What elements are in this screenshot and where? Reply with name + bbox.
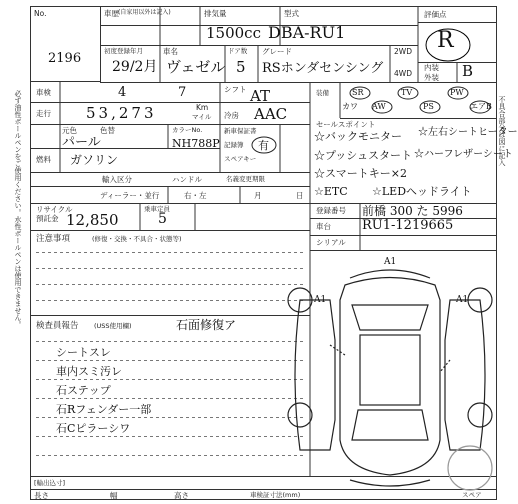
displacement-label: 排気量 bbox=[204, 9, 227, 18]
aircon-value: AAC bbox=[254, 105, 288, 123]
inspection-year: 4 bbox=[118, 85, 127, 100]
dealer-label: ディーラー・並行 bbox=[100, 191, 160, 200]
interior-label: 内装 bbox=[424, 63, 439, 72]
inspector-line-2: シートスレ bbox=[56, 346, 111, 359]
shift-label: シフト bbox=[224, 85, 247, 94]
mileage-mile: マイル bbox=[192, 113, 212, 121]
import-label: 輸入区分 bbox=[102, 175, 132, 184]
grade-value: RSホンダセンシング bbox=[262, 61, 384, 76]
aircon-label: 冷房 bbox=[224, 111, 239, 120]
notes-label: 注意事項 bbox=[36, 234, 71, 244]
model-code-label: 型式 bbox=[284, 9, 299, 18]
color-value: パール bbox=[62, 135, 101, 150]
sales-3: ☆プッシュスタート bbox=[314, 149, 413, 162]
shift-value: AT bbox=[250, 87, 271, 105]
record-yes: 有 bbox=[258, 139, 269, 152]
interior-value: B bbox=[462, 62, 474, 80]
inspector-label: 検査員報告 bbox=[36, 321, 79, 331]
doors-value: 5 bbox=[236, 58, 246, 76]
chassis-value: RU1-1219665 bbox=[362, 218, 454, 233]
new-guarantee-label: 新車保証書 bbox=[224, 127, 257, 135]
history-note: (自家用以外は記入) bbox=[118, 9, 171, 16]
width-label: 幅 bbox=[110, 491, 118, 500]
deposit-label: 預託金 bbox=[36, 214, 59, 223]
first-reg-label: 初度登録年月 bbox=[104, 47, 143, 55]
equip-sr: SR bbox=[352, 88, 364, 97]
sales-5: ☆スマートキー×2 bbox=[314, 167, 407, 180]
mileage-label: 走行 bbox=[36, 109, 51, 118]
day-end: 日 bbox=[296, 191, 304, 200]
inspection-label: 車検 bbox=[36, 88, 51, 97]
exterior-label: 外装 bbox=[424, 73, 439, 82]
grade-label: グレード bbox=[262, 47, 292, 56]
color-code-value: NH788P bbox=[172, 137, 220, 150]
diagram-a1-front: A1 bbox=[456, 295, 469, 305]
serial-label: シリアル bbox=[316, 238, 346, 247]
inspector-line-6: 石Cピラーシワ bbox=[56, 422, 131, 435]
chassis-label: 車台 bbox=[316, 222, 331, 231]
spare-label: スペア bbox=[462, 491, 482, 499]
equip-kawa: カワ bbox=[342, 102, 358, 111]
fuel-value: ガソリン bbox=[70, 153, 119, 167]
model-code-value: DBA-RU1 bbox=[268, 23, 346, 42]
doors-label: ドア数 bbox=[228, 47, 248, 55]
notes-sub: (修復・交換・不具合・状態等) bbox=[92, 235, 182, 243]
passengers-label: 乗車定員 bbox=[144, 205, 170, 213]
sales-points-label: セールスポイント bbox=[316, 120, 376, 129]
spare-key-label: スペアキー bbox=[224, 155, 257, 163]
inspection-month: 7 bbox=[178, 85, 187, 100]
score-label: 評価点 bbox=[424, 10, 447, 19]
passengers-value: 5 bbox=[158, 211, 167, 227]
color-original-label: 元色 bbox=[62, 126, 77, 135]
car-name-label: 車名 bbox=[163, 47, 178, 56]
bottom-left-label: [輸出込寸] bbox=[34, 479, 66, 487]
drive-2wd-label: 2WD bbox=[394, 47, 412, 56]
side-note-right: 不具合部分は図に記入 bbox=[498, 96, 506, 166]
height-label: 高さ bbox=[174, 491, 189, 500]
no-label: No. bbox=[34, 9, 47, 18]
diagram-a1-side: A1 bbox=[314, 295, 327, 305]
sales-7: ☆LEDヘッドライト bbox=[372, 185, 472, 198]
fuel-label: 燃料 bbox=[36, 155, 51, 164]
handle-label: ハンドル bbox=[172, 175, 202, 184]
score-value: R bbox=[437, 28, 454, 53]
recycle-value: 12,850 bbox=[66, 211, 119, 229]
equipment-header: 装備 bbox=[316, 89, 329, 97]
lot-number: 2196 bbox=[48, 51, 82, 66]
side-note-left: 必ず油性ボールペンをご使用ください。水性ボールペンは使用できません。 bbox=[14, 90, 22, 328]
name-change-label: 名義変更期限 bbox=[226, 175, 265, 183]
equip-pw: PW bbox=[450, 88, 464, 97]
recycle-label: リサイクル bbox=[36, 205, 73, 214]
sales-1: ☆バックモニター bbox=[314, 130, 402, 143]
vehicle-dims-label: 車検証寸法(mm) bbox=[250, 491, 301, 499]
sales-6: ☆ETC bbox=[314, 185, 348, 198]
record-book-label: 記録簿 bbox=[224, 141, 244, 149]
drive-4wd-label: 4WD bbox=[394, 69, 412, 78]
equip-ab: エアB bbox=[470, 102, 492, 111]
equip-aw: AW bbox=[372, 102, 386, 111]
color-code-label: カラーNo. bbox=[172, 126, 203, 134]
inspector-line-3: 車内スミ汚レ bbox=[56, 365, 122, 378]
handle-value: 右・左 bbox=[184, 191, 207, 200]
color-label: 色替 bbox=[100, 126, 115, 135]
mileage-km: Km bbox=[196, 103, 209, 112]
year-end: 月 bbox=[254, 191, 262, 200]
inspector-line-4: 石ステップ bbox=[56, 384, 111, 397]
inspector-sub: (USS使用欄) bbox=[94, 322, 132, 330]
history-label: 車歴 bbox=[104, 9, 119, 18]
registration-value: 前橋 300 た 5996 bbox=[362, 204, 463, 218]
sales-4: ☆ハーフレザーシート bbox=[414, 149, 513, 160]
first-reg-value: 29/2月 bbox=[112, 59, 158, 75]
sales-2: ☆左右シートヒーター bbox=[418, 127, 518, 138]
equip-tv: TV bbox=[401, 88, 413, 97]
equip-ps: PS bbox=[423, 102, 434, 111]
inspector-line-1: 石面修復ア bbox=[176, 318, 237, 332]
mileage-value: 53,273 bbox=[86, 104, 157, 122]
registration-label: 登録番号 bbox=[316, 206, 346, 215]
length-label: 長さ bbox=[34, 491, 49, 500]
car-name-value: ヴェゼル bbox=[166, 58, 226, 76]
inspector-line-5: 石Rフェンダー一部 bbox=[56, 403, 152, 416]
diagram-a1-top: A1 bbox=[384, 257, 397, 267]
displacement-value: 1500cc bbox=[206, 24, 261, 42]
